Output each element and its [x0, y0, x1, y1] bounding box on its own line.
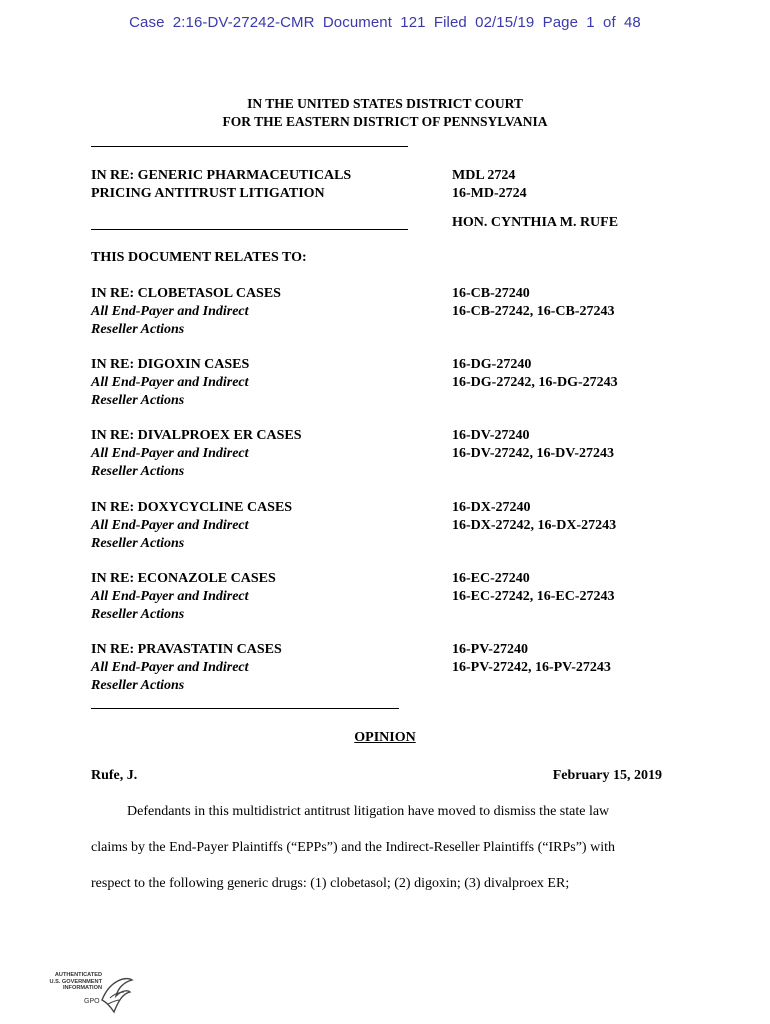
case-numbers-digoxin: [452, 356, 712, 392]
caption-rule-bottom: [91, 708, 399, 709]
case-numbers-clobetasol: [452, 285, 712, 321]
case-block-econazole: [91, 570, 391, 624]
court-heading: [0, 95, 770, 131]
case-subtitle: Reseller Actions: [91, 536, 185, 551]
case-numbers-doxycycline: [452, 499, 712, 535]
case-number: 16-DV-27242, 16-DV-27243: [452, 446, 615, 461]
relates-to-heading: THIS DOCUMENT RELATES TO:: [91, 250, 307, 265]
case-number: 16-DG-27240: [452, 357, 532, 372]
seal-gpo-mark: GPO: [84, 998, 100, 1005]
case-number: 16-CB-27240: [452, 286, 530, 301]
case-subtitle: All End-Payer and Indirect: [91, 589, 249, 604]
case-subtitle: All End-Payer and Indirect: [91, 446, 249, 461]
case-block-divalproex: [91, 427, 391, 481]
case-subtitle: All End-Payer and Indirect: [91, 304, 249, 319]
seal-line-3: INFORMATION: [62, 985, 102, 991]
case-number: 16-DV-27240: [452, 428, 530, 443]
case-title: IN RE: ECONAZOLE CASES: [91, 571, 276, 586]
case-title: IN RE: DIVALPROEX ER CASES: [91, 428, 302, 443]
litigation-title: [91, 167, 351, 203]
case-number: 16-CB-27242, 16-CB-27243: [452, 304, 615, 319]
opinion-paragraph-line-3: respect to the following generic drugs: (1) clobetasol; (2) digoxin; (3) divalproex ER;: [91, 876, 570, 891]
case-numbers-divalproex: [452, 427, 712, 463]
seal-line-2: U.S. GOVERNMENT: [49, 978, 102, 985]
mdl-number: MDL 2724: [452, 168, 516, 183]
case-number: 16-EC-27242, 16-EC-27243: [452, 589, 615, 604]
case-numbers-econazole: [452, 570, 712, 606]
case-subtitle: Reseller Actions: [91, 607, 185, 622]
judge-name: HON. CYNTHIA M. RUFE: [452, 215, 619, 230]
case-number: 16-EC-27240: [452, 571, 530, 586]
case-subtitle: Reseller Actions: [91, 464, 185, 479]
case-number: 16-PV-27242, 16-PV-27243: [452, 660, 611, 675]
court-line-1: IN THE UNITED STATES DISTRICT COURT: [247, 96, 523, 111]
mdl-block: [452, 167, 527, 203]
gpo-authentication-seal: [44, 972, 134, 1018]
case-title: IN RE: DIGOXIN CASES: [91, 357, 250, 372]
case-subtitle: Reseller Actions: [91, 678, 185, 693]
case-title: IN RE: PRAVASTATIN CASES: [91, 642, 282, 657]
case-block-clobetasol: [91, 285, 391, 339]
case-subtitle: All End-Payer and Indirect: [91, 660, 249, 675]
case-subtitle: Reseller Actions: [91, 322, 185, 337]
case-subtitle: All End-Payer and Indirect: [91, 518, 249, 533]
case-block-pravastatin: [91, 641, 391, 695]
opinion-title: OPINION: [354, 730, 416, 745]
opinion-paragraph-line-2: claims by the End-Payer Plaintiffs (“EPPs”) and the Indirect-Reseller Plaintiffs (“IRPs”) with: [91, 840, 615, 855]
case-subtitle: All End-Payer and Indirect: [91, 375, 249, 390]
opinion-author: Rufe, J.: [91, 768, 138, 783]
case-block-doxycycline: [91, 499, 391, 553]
opinion-paragraph-line-1: Defendants in this multidistrict antitrust litigation have moved to dismiss the state law: [127, 804, 610, 819]
case-title: IN RE: DOXYCYCLINE CASES: [91, 500, 293, 515]
case-header: Case 2:16-DV-27242-CMR Document 121 Filed 02/15/19 Page 1 of 48: [129, 14, 641, 31]
seal-text: [44, 972, 102, 992]
eagle-icon: [96, 972, 136, 1018]
caption-rule-middle: [91, 229, 408, 230]
litigation-line-2: PRICING ANTITRUST LITIGATION: [91, 186, 325, 201]
case-numbers-pravastatin: [452, 641, 712, 677]
case-subtitle: Reseller Actions: [91, 393, 185, 408]
seal-line-1: AUTHENTICATED: [54, 972, 102, 978]
court-line-2: FOR THE EASTERN DISTRICT OF PENNSYLVANIA: [222, 114, 548, 129]
case-title: IN RE: CLOBETASOL CASES: [91, 286, 281, 301]
case-number: 16-DX-27242, 16-DX-27243: [452, 518, 617, 533]
case-block-digoxin: [91, 356, 391, 410]
caption-rule-top: [91, 146, 408, 147]
litigation-line-1: IN RE: GENERIC PHARMACEUTICALS: [91, 168, 352, 183]
case-number: 16-PV-27240: [452, 642, 528, 657]
md-number: 16-MD-2724: [452, 186, 527, 201]
case-number: 16-DX-27240: [452, 500, 531, 515]
opinion-date: February 15, 2019: [552, 768, 662, 783]
case-number: 16-DG-27242, 16-DG-27243: [452, 375, 618, 390]
